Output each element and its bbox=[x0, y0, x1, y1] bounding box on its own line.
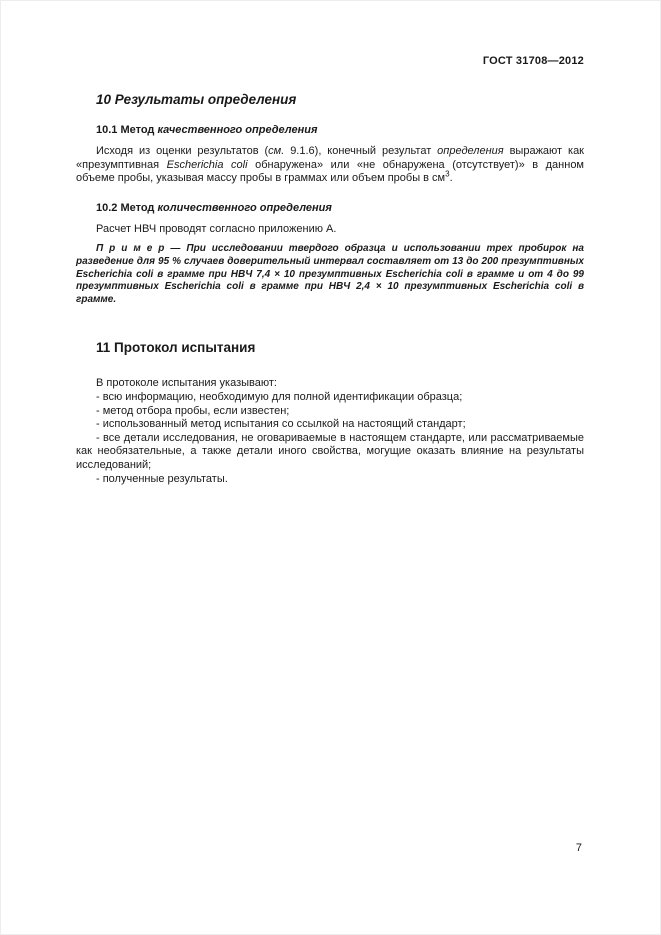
standard-number-header: ГОСТ 31708—2012 bbox=[482, 55, 584, 67]
example-body: При исследовании твердого образца и использовании трех пробирок на разведение для 95 % случаев доверительный интервал составляет от 13 до 200 презумптивных Escherichia coli в грамме при НВЧ 7,4 × 10 презумптивных Escherichia coli в грамме и от 4 до 99 презумптивных Escherichia coli в грамме при НВЧ 2,4 × 10 презумптивных Escherichia coli в грамме. bbox=[76, 243, 584, 305]
paragraph-qualitative-method bbox=[76, 145, 584, 186]
section-10-1-title bbox=[96, 123, 584, 137]
text-run: . bbox=[449, 172, 453, 185]
section-10-2-number: 10.2 Метод bbox=[96, 201, 158, 214]
text-run: Исходя из оценки результатов ( bbox=[96, 145, 269, 157]
example-label: П р и м е р — bbox=[96, 243, 187, 255]
list-item: - использованный метод испытания со ссылкой на настоящий стандарт; bbox=[96, 418, 466, 431]
section-10-2-topic: количественного определения bbox=[157, 201, 332, 214]
section-11-title: 11 Протокол испытания bbox=[96, 340, 256, 356]
list-item: - метод отбора пробы, если известен; bbox=[96, 404, 290, 417]
protocol-intro: В протоколе испытания указывают: bbox=[96, 377, 277, 390]
section-10-1-topic: качественного определения bbox=[157, 124, 318, 136]
list-item: - полученные результаты. bbox=[96, 472, 228, 485]
text-run: выражают как «презумптивная bbox=[76, 145, 584, 171]
example-paragraph bbox=[76, 243, 584, 306]
section-10-title: 10 Результаты определения bbox=[96, 92, 297, 107]
list-item: - всю информацию, необходимую для полной идентификации образца; bbox=[96, 390, 463, 403]
text-run-italic: Escherichia coli bbox=[166, 158, 248, 171]
text-run-italic: определения bbox=[437, 145, 504, 157]
superscript-3: 3 bbox=[445, 169, 450, 179]
text-run: обнаружена» или «не обнаружена (отсутствует)» в данном объеме пробы, указывая массу пробы в граммах или объем пробы в см bbox=[76, 158, 584, 185]
section-10-2-title bbox=[96, 201, 584, 215]
section-10-1-number: 10.1 Метод bbox=[96, 124, 158, 136]
list-item: - все детали исследования, не оговариваемые в настоящем стандарте, или рассматриваемые как необязательные, а также детали иного свойства, могущие оказать влияние на результаты исследований; bbox=[76, 431, 584, 471]
text-run-italic: см. bbox=[268, 145, 285, 157]
text-run: 9.1.6), конечный результат bbox=[284, 145, 438, 157]
page-number: 7 bbox=[575, 842, 582, 854]
paragraph-mpn-calculation: Расчет НВЧ проводят согласно приложению А. bbox=[96, 222, 337, 235]
